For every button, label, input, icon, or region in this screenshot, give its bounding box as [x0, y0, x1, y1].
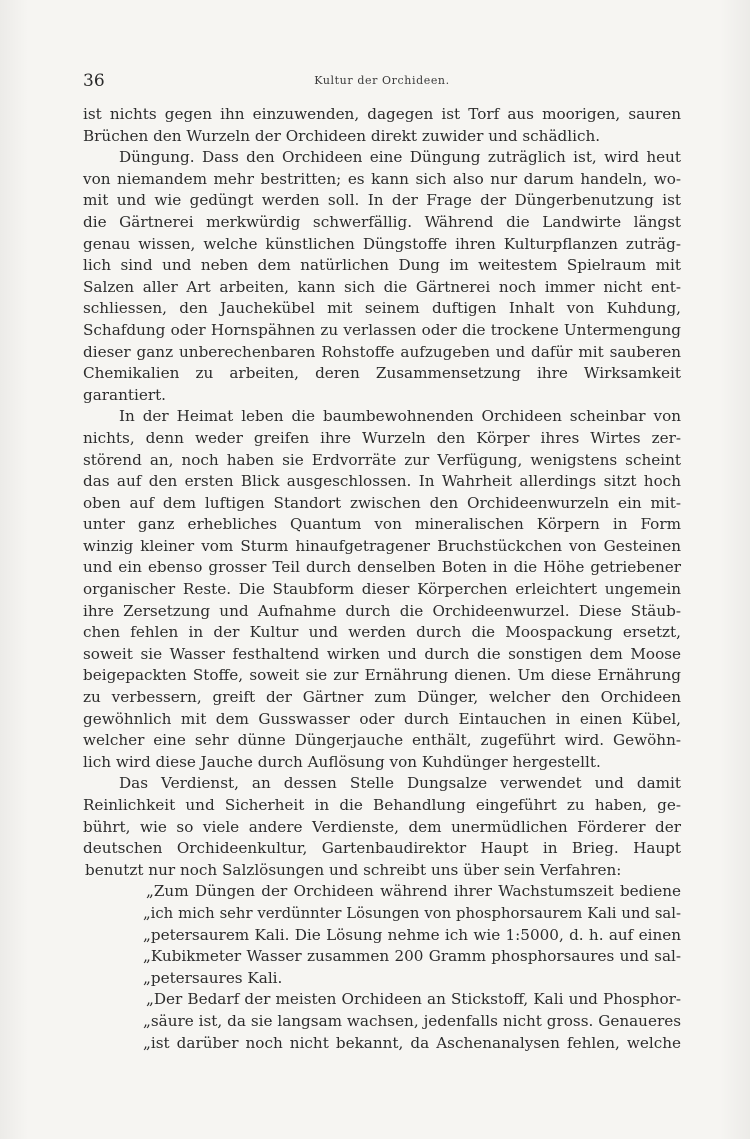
body-text	[83, 104, 681, 1054]
text-line: Das Verdienst, an dessen Stelle Dungsalze verwendet und damit	[119, 774, 681, 793]
text-line: Düngung. Dass den Orchideen eine Düngung zuträglich ist, wird heut	[119, 148, 681, 167]
text-line: oben auf dem luftigen Standort zwischen den Orchideenwurzeln ein mit-	[83, 493, 681, 512]
text-line: deutschen Orchideenkultur, Gartenbaudirektor Haupt in Brieg. Haupt	[83, 839, 681, 858]
text-line: nichts, denn weder greifen ihre Wurzeln den Körper ihres Wirtes zer-	[83, 428, 681, 447]
text-line: „petersaurem Kali. Die Lösung nehme ich wie 1:5000, d. h. auf einen	[143, 925, 681, 944]
running-title: Kultur der Orchideen.	[314, 74, 450, 87]
text-line: Chemikalien zu arbeiten, deren Zusammensetzung ihre Wirksamkeit	[83, 364, 681, 383]
text-line: „ich mich sehr verdünnter Lösungen von phosphorsaurem Kali und sal-	[143, 904, 681, 922]
text-line: „Der Bedarf der meisten Orchideen an Stickstoff, Kali und Phosphor-	[146, 990, 681, 1009]
text-line: „petersaures Kali.	[143, 968, 283, 987]
text-line: und ein ebenso grosser Teil durch denselben Boten in die Höhe getriebener	[83, 558, 681, 577]
text-line: das auf den ersten Blick ausgeschlossen. In Wahrheit allerdings sitzt hoch	[83, 472, 681, 491]
text-line: lich sind und neben dem natürlichen Dung im weitestem Spielraum mit	[83, 256, 681, 275]
page-number: 36	[83, 71, 105, 91]
text-line: unter ganz erhebliches Quantum von mineralischen Körpern in Form	[83, 515, 681, 534]
text-line: „Kubikmeter Wasser zusammen 200 Gramm phosphorsaures und sal-	[143, 947, 681, 966]
text-line: welcher eine sehr dünne Düngerjauche enthält, zugeführt wird. Gewöhn-	[83, 731, 681, 750]
text-line: organischer Reste. Die Staubform dieser Körperchen erleichtert ungemein	[83, 580, 681, 599]
text-line: schliessen, den Jauchekübel mit seinem duftigen Inhalt von Kuhdung,	[83, 299, 681, 318]
text-line: „säure ist, da sie langsam wachsen, jedenfalls nicht gross. Genaueres	[143, 1011, 681, 1030]
text-line: störend an, noch haben sie Erdvorräte zur Verfügung, wenigstens scheint	[83, 450, 681, 469]
text-line: beigepackten Stoffe, soweit sie zur Ernährung dienen. Um diese Ernährung	[83, 666, 681, 685]
text-line: In der Heimat leben die baumbewohnenden Orchideen scheinbar von	[119, 407, 681, 426]
page-header	[83, 71, 681, 95]
text-line: „ist darüber noch nicht bekannt, da Aschenanalysen fehlen, welche	[143, 1033, 681, 1052]
text-line: gewöhnlich mit dem Gusswasser oder durch Eintauchen in einen Kübel,	[83, 709, 681, 728]
text-line: winzig kleiner vom Sturm hinaufgetragener Bruchstückchen von Gesteinen	[83, 536, 681, 555]
text-line: Reinlichkeit und Sicherheit in die Behandlung eingeführt zu haben, ge-	[83, 796, 681, 814]
text-line: zu verbessern, greift der Gärtner zum Dünger, welcher den Orchideen	[83, 688, 681, 707]
text-line: dieser ganz unberechenbaren Rohstoffe aufzugeben und dafür mit sauberen	[83, 342, 681, 361]
text-line: genau wissen, welche künstlichen Düngstoffe ihren Kulturpflanzen zuträg-	[83, 234, 681, 253]
text-line: die Gärtnerei merkwürdig schwerfällig. Während die Landwirte längst	[83, 212, 681, 231]
text-line: Salzen aller Art arbeiten, kann sich die Gärtnerei noch immer nicht ent-	[83, 277, 681, 296]
text-line: benutzt nur noch Salzlösungen und schreibt uns über sein Verfahren:	[85, 860, 622, 879]
text-line: Schafdung oder Hornspähnen zu verlassen oder die trockene Untermengung	[83, 320, 681, 339]
text-line: bührt, wie so viele andere Verdienste, dem unermüdlichen Förderer der	[83, 817, 681, 836]
text-line: Brüchen den Wurzeln der Orchideen direkt zuwider und schädlich.	[83, 126, 601, 145]
text-line: lich wird diese Jauche durch Auflösung von Kuhdünger hergestellt.	[83, 752, 601, 771]
text-line: garantiert.	[83, 385, 167, 404]
text-line: mit und wie gedüngt werden soll. In der Frage der Düngerbenutzung ist	[83, 191, 681, 210]
text-line: ihre Zersetzung und Aufnahme durch die Orchideenwurzel. Diese Stäub-	[83, 601, 681, 620]
text-line: chen fehlen in der Kultur und werden durch die Moospackung ersetzt,	[83, 623, 681, 642]
text-line: von niemandem mehr bestritten; es kann sich also nur darum handeln, wo-	[83, 169, 681, 188]
text-line: ist nichts gegen ihn einzuwenden, dagegen ist Torf aus moorigen, sauren	[83, 105, 681, 123]
text-line: „Zum Düngen der Orchideen während ihrer Wachstumszeit bediene	[146, 882, 681, 901]
text-line: soweit sie Wasser festhaltend wirken und durch die sonstigen dem Moose	[83, 644, 681, 663]
